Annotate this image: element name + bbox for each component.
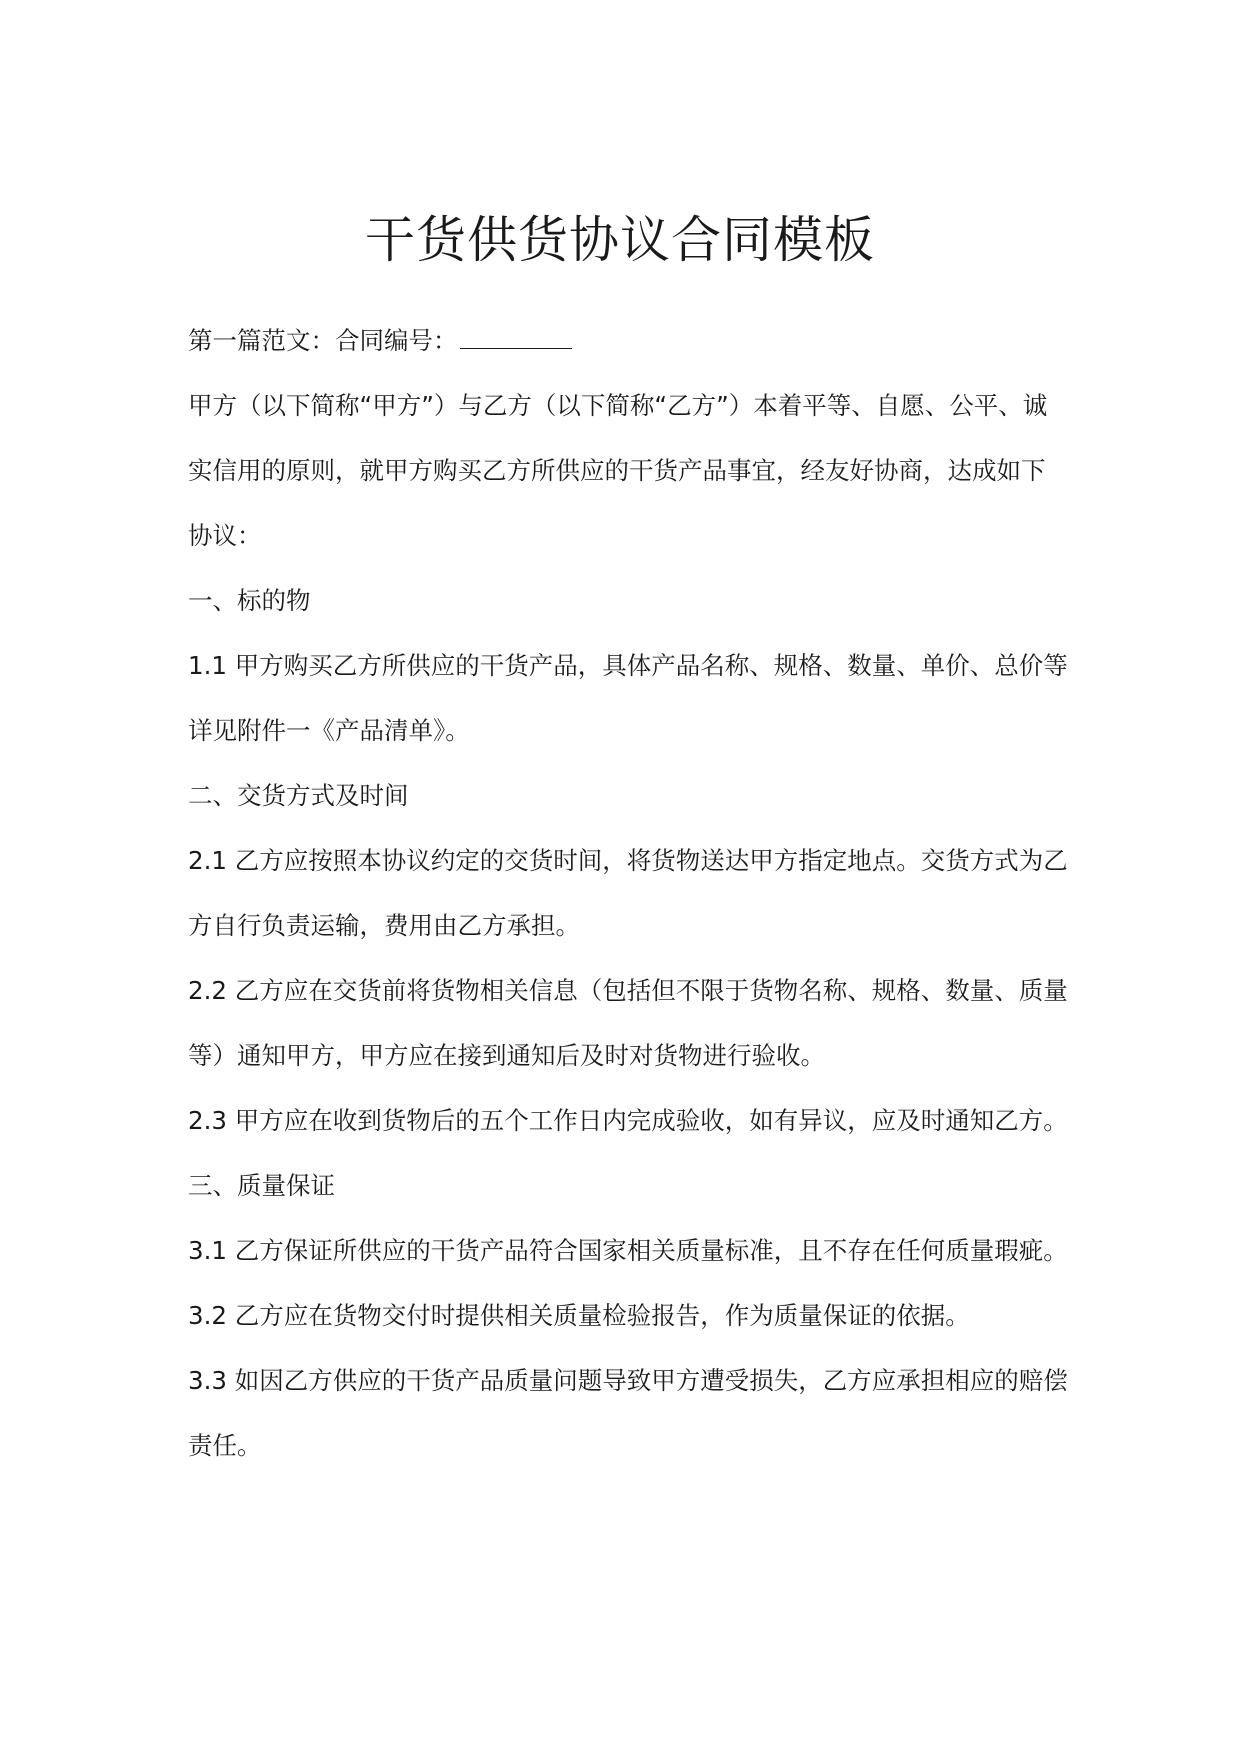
contract-number-blank bbox=[460, 322, 572, 349]
document-body bbox=[188, 308, 1068, 1478]
contract-number-label: 第一篇范文：合同编号： bbox=[188, 326, 458, 355]
paragraph-preamble: 甲方（以下简称“甲方”）与乙方（以下简称“乙方”）本着平等、自愿、公平、诚实信用的原则，就甲方购买乙方所供应的干货产品事宜，经友好协商，达成如下协议： bbox=[188, 391, 1048, 550]
contract-number-line bbox=[188, 308, 1068, 373]
section-heading-quality: 三、质量保证 bbox=[188, 1171, 335, 1200]
clause-2-3: 2.3 甲方应在收到货物后的五个工作日内完成验收，如有异议，应及时通知乙方。 bbox=[188, 1106, 1068, 1135]
section-heading-subject: 一、标的物 bbox=[188, 586, 311, 615]
clause-3-2: 3.2 乙方应在货物交付时提供相关质量检验报告，作为质量保证的依据。 bbox=[188, 1301, 970, 1330]
clause-2-2: 2.2 乙方应在交货前将货物相关信息（包括但不限于货物名称、规格、数量、质量等）通知甲方，甲方应在接到通知后及时对货物进行验收。 bbox=[188, 976, 1068, 1070]
clause-1-1: 1.1 甲方购买乙方所供应的干货产品，具体产品名称、规格、数量、单价、总价等详见附件一《产品清单》。 bbox=[188, 651, 1068, 745]
section-heading-delivery: 二、交货方式及时间 bbox=[188, 781, 409, 810]
clause-2-1: 2.1 乙方应按照本协议约定的交货时间，将货物送达甲方指定地点。交货方式为乙方自行负责运输，费用由乙方承担。 bbox=[188, 846, 1068, 940]
clause-3-1: 3.1 乙方保证所供应的干货产品符合国家相关质量标准，且不存在任何质量瑕疵。 bbox=[188, 1236, 1068, 1265]
document-title: 干货供货协议合同模板 bbox=[365, 211, 875, 269]
clause-3-3: 3.3 如因乙方供应的干货产品质量问题导致甲方遭受损失，乙方应承担相应的赔偿责任。 bbox=[188, 1366, 1068, 1460]
